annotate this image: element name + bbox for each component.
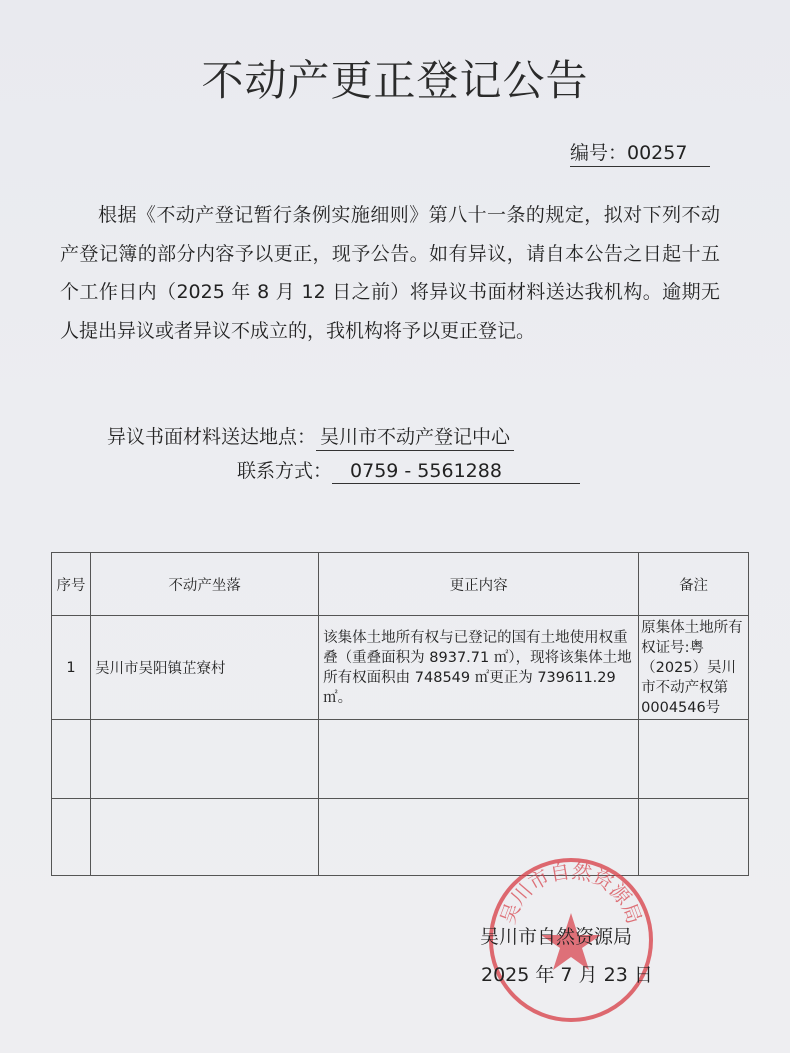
cell-location (91, 799, 319, 876)
delivery-address-line (107, 422, 514, 452)
contact-label: 联系方式： (237, 460, 333, 482)
cell-remark (639, 720, 749, 799)
notice-title: 不动产更正登记公告 (201, 56, 589, 105)
table-row (52, 720, 749, 799)
contact-value: 0759 - 5561288 (332, 460, 580, 484)
cell-remark: 原集体土地所有权证号:粤（2025）吴川市不动产权第0004546号 (639, 616, 749, 720)
header-seq: 序号 (52, 553, 91, 616)
cell-content: 该集体土地所有权与已登记的国有土地使用权重叠（重叠面积为 8937.71 ㎡），现将该集体土地所有权面积由 748549 ㎡更正为 739611.29 ㎡。 (319, 616, 639, 720)
document-number: 编号：00257 (570, 138, 710, 167)
cell-location (91, 720, 319, 799)
delivery-address-label: 异议书面材料送达地点： (107, 426, 317, 448)
cell-seq: 1 (52, 616, 91, 720)
delivery-address-value: 吴川市不动产登记中心 (316, 422, 514, 451)
issue-date: 2025 年 7 月 23 日 (481, 964, 653, 986)
header-content: 更正内容 (319, 553, 639, 616)
header-remark: 备注 (639, 553, 749, 616)
body-paragraph: 根据《不动产登记暂行条例实施细则》第八十一条的规定，拟对下列不动产登记簿的部分内容予以更正，现予公告。如有异议，请自本公告之日起十五个工作日内（2025 年 8 月 12 日之前）将异议书面材料送达我机构。逾期无人提出异议或者异议不成立的，我机构将予以更正登记。 (60, 204, 720, 342)
table-header-row (52, 553, 749, 616)
table-row (52, 616, 749, 720)
cell-location: 吴川市吴阳镇芷寮村 (91, 616, 319, 720)
issuing-organization: 吴川市自然资源局 (480, 926, 633, 948)
header-location: 不动产坐落 (91, 553, 319, 616)
svg-text:吴川市自然资源局: 吴川市自然资源局 (495, 858, 647, 927)
notice-body (60, 196, 720, 350)
cell-seq (52, 799, 91, 876)
cell-seq (52, 720, 91, 799)
correction-table (51, 552, 749, 876)
cell-content (319, 720, 639, 799)
contact-line (237, 456, 580, 486)
